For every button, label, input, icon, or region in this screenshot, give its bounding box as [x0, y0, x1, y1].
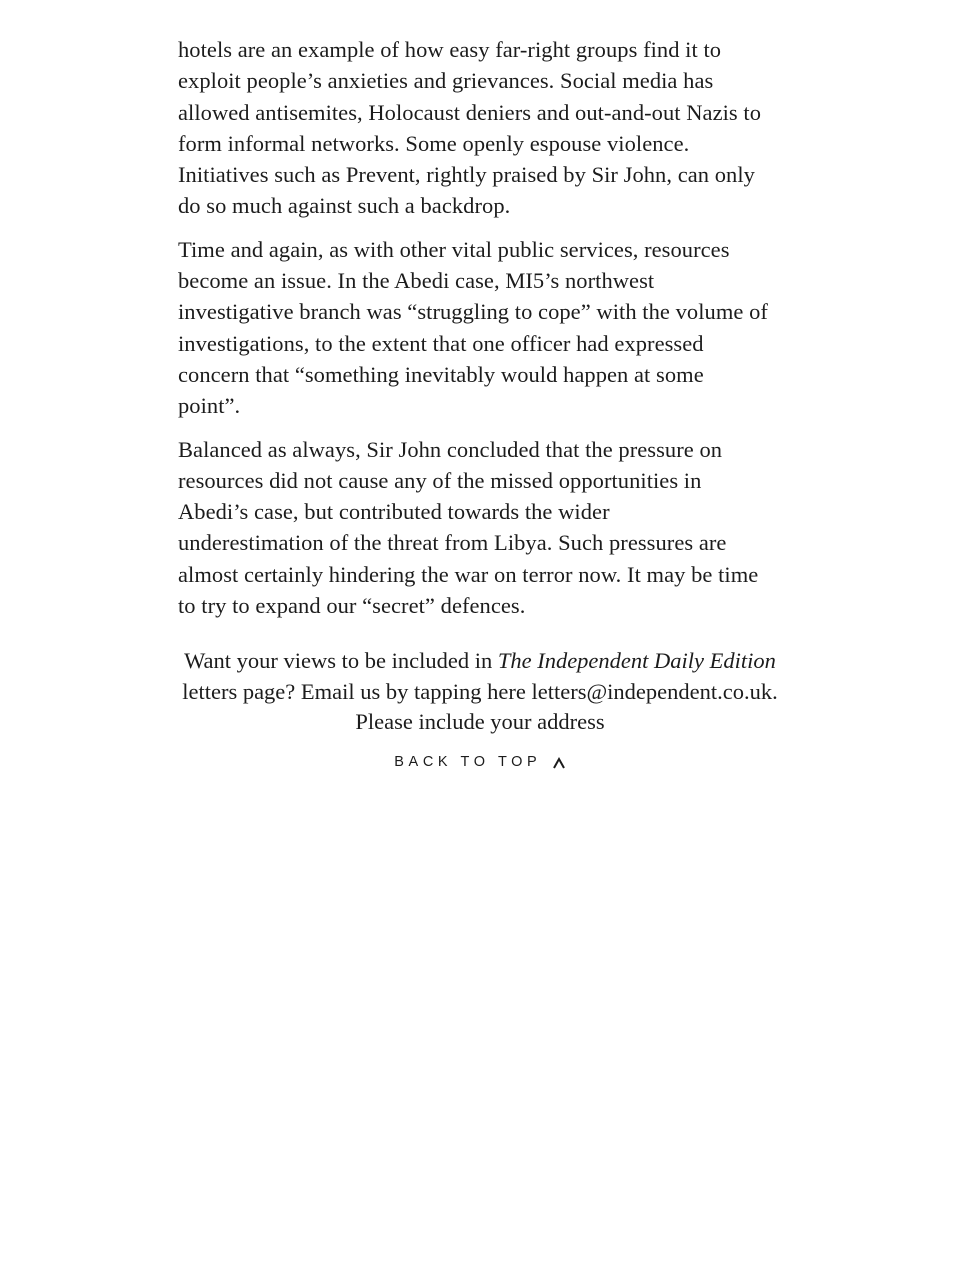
paragraph-line: hotels are an example of how easy far-right groups find it to — [178, 37, 722, 62]
paragraph-line: do so much against such a backdrop. — [178, 193, 511, 219]
paragraph-line: resources did not cause any of the missed opportunities in — [178, 467, 702, 493]
paragraph-line: investigative branch was “struggling to cope” with the volume of — [178, 299, 768, 325]
back-to-top-label: BACK TO TOP — [394, 754, 542, 770]
paragraph-line: exploit people’s anxieties and grievances. Social media has — [178, 68, 714, 94]
cta-line-2 — [150, 677, 810, 708]
paragraph-line: concern that “something inevitably would happen at some — [178, 361, 704, 387]
paragraph-line: become an issue. In the Abedi case, MI5’s northwest — [178, 268, 655, 294]
cta-email-prompt: letters page? Email us by tapping here — [182, 678, 532, 704]
cta-address-note: Please include your address — [355, 709, 605, 735]
letters-call-to-action — [150, 646, 810, 738]
cta-intro-text: Want your views to be included in — [184, 648, 498, 673]
paragraph-line: form informal networks. Some openly espouse violence. — [178, 130, 690, 156]
article-paragraph-1 — [178, 34, 790, 222]
cta-line-1 — [150, 646, 810, 677]
article-paragraph-2 — [178, 234, 790, 422]
article-paragraph-3 — [178, 434, 790, 622]
back-to-top-button[interactable] — [0, 754, 960, 770]
paragraph-line: Time and again, as with other vital public services, resources — [178, 236, 730, 262]
paragraph-line: investigations, to the extent that one officer had expressed — [178, 330, 704, 356]
paragraph-line: underestimation of the threat from Libya. Such pressures are — [178, 530, 727, 556]
caret-up-icon — [552, 756, 566, 769]
publication-name: The Independent Daily Edition — [497, 648, 776, 673]
paragraph-line: Abedi’s case, but contributed towards the wider — [178, 499, 610, 525]
paragraph-line: almost certainly hindering the war on terror now. It may be time — [178, 561, 759, 587]
paragraph-line: Balanced as always, Sir John concluded that the pressure on — [178, 436, 723, 462]
cta-email-suffix: . — [772, 678, 778, 704]
paragraph-line: allowed antisemites, Holocaust deniers and out-and-out Nazis to — [178, 99, 761, 125]
letters-email-link[interactable]: letters@independent.co.uk — [531, 678, 773, 704]
paragraph-line: point”. — [178, 393, 241, 419]
article-body — [178, 34, 790, 633]
paragraph-line: to try to expand our “secret” defences. — [178, 593, 526, 619]
paragraph-line: Initiatives such as Prevent, rightly praised by Sir John, can only — [178, 162, 755, 188]
